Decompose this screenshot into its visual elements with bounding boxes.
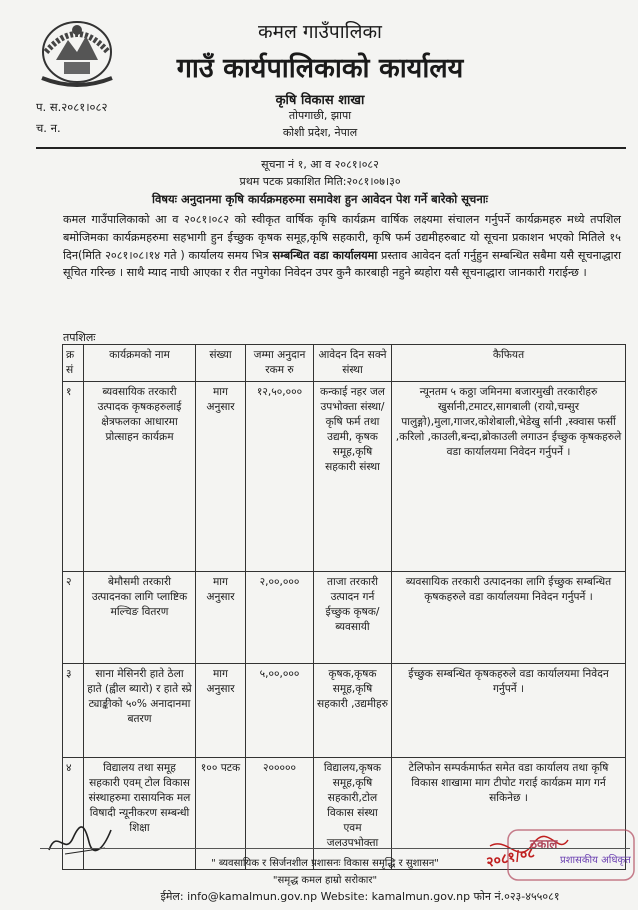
body-text-bold: सम्बन्धित वडा कार्यालयमा bbox=[272, 248, 378, 262]
province-line: कोशी प्रदेश, नेपाल bbox=[282, 126, 358, 139]
cell-qty: माग अनुसार bbox=[196, 382, 246, 572]
col-header-amount: जम्मा अनुदान रकम रु bbox=[246, 345, 314, 382]
nepal-government-emblem-icon bbox=[34, 12, 120, 88]
cell-qty: माग अनुसार bbox=[196, 664, 246, 758]
notice-body bbox=[63, 211, 621, 282]
col-header-remarks: कैफियत bbox=[392, 345, 626, 382]
col-header-name: कार्यक्रमको नाम bbox=[84, 345, 196, 382]
cell-eligible: कृषक,कृषक समूह,कृषि सहकारी ,उद्यमीहरु bbox=[314, 664, 392, 758]
address-line: तोपगाछी, झापा bbox=[288, 109, 352, 122]
col-header-eligible: आवेदन दिन सक्ने संस्था bbox=[314, 345, 392, 382]
stamp-title: प्रशासकीय अधिकृत bbox=[560, 855, 631, 866]
org-name: कमल गाउँपालिका bbox=[258, 21, 382, 43]
footer-divider bbox=[40, 848, 630, 849]
cell-qty: १०० पटक bbox=[196, 758, 246, 870]
col-header-sn: क्र सं bbox=[63, 345, 84, 382]
cell-sn: २ bbox=[63, 572, 84, 664]
notice-subject: विषयः अनुदानमा कृषि कार्यक्रमहरुमा समावेश हुन आवेदन पेश गर्ने बारेको सूचनाः bbox=[151, 192, 489, 206]
cell-remarks: ब्यवसायिक तरकारी उत्पादनका लागि ईच्छुक सम्बन्धित कृषकहरुले वडा कार्यालयमा निवेदन गर्नुपर्ने । bbox=[392, 572, 626, 664]
cell-amount: १२,५०,००० bbox=[246, 382, 314, 572]
cell-name: ब्यवसायिक तरकारी उत्पादक कृषकहरुलाई क्षेत्रफलका आधारमा प्रोत्साहन कार्यक्रम bbox=[84, 382, 196, 572]
cell-eligible: ताजा तरकारी उत्पादन गर्न ईच्छुक कृषक/ब्यवसायी bbox=[314, 572, 392, 664]
office-title: गाउँ कार्यपालिकाको कार्यालय bbox=[176, 53, 464, 84]
cell-eligible: कन्काई नहर जल उपभोक्ता संस्था/कृषि फर्म तथा उद्यमी, कृषक समूह,कृषि सहकारी संस्था bbox=[314, 382, 392, 572]
header-divider bbox=[36, 147, 626, 149]
cell-amount: ५,००,००० bbox=[246, 664, 314, 758]
details-label: तपशिलः bbox=[63, 331, 96, 344]
footer-slogan: " ब्यवसायिक र सिर्जनशील प्रशासनः विकास समृद्धि र सुशासन" bbox=[211, 858, 439, 869]
notice-number: सूचना नं १, आ व २०८१।०८२ bbox=[261, 158, 379, 171]
signature-icon bbox=[45, 820, 115, 860]
body-text-1: कमल गाउँपालिकाको आ व २०८१।०८२ को स्वीकृत वार्षिक कृषि कार्यक्रम वार्षिक लक्ष्यमा संचालन गर्नुपर्ने कार्यक्रमहरु मध्ये तपशिल बमोजिमका कार्यक्रमहरुमा सहभागी हुन ईच्छुक कृषक समूह,कृषि सहकारी, कृषि फर्म उद्यमीहरुबाट यो सूचना प्रकाशन भएको मितिले १५ दिन(मिति २०८१।०८।१४ गते ) कार्यालय समय भित्र bbox=[63, 213, 621, 262]
cell-name: साना मेसिनरी हाते ठेला हाते (ह्वील ब्यारो) र हाते स्प्रे ट्याङ्कीको ५०% अनादानमा बतरण bbox=[84, 664, 196, 758]
stamp-handwritten-number: २०८१/०८ bbox=[484, 845, 537, 871]
col-header-qty: संख्या bbox=[196, 345, 246, 382]
cell-name: बेमौसमी तरकारी उत्पादनका लागि प्लाष्टिक मल्चिङ वितरण bbox=[84, 572, 196, 664]
publish-date: प्रथम पटक प्रकाशित मिति:२०८१।०७।३० bbox=[239, 175, 401, 188]
program-table bbox=[62, 344, 626, 870]
footer-contact: ईमेल: info@kamalmun.gov.np Website: kamalmun.gov.np फोन नं.०२३-४५५०८१ bbox=[160, 890, 560, 903]
body-text-2: प्रस्ताव आवेदन दर्ता गर्नुहुन सम्बन्धित सबैमा यसै सूचनाद्धारा सूचित गरिन्छ । साथै म्याद नाघी आएका र रीत नपुगेका निवेदन उपर कुनै कारबाही नहुने ब्यहोरा यसै सूचनाद्धारा जानकारी गराईन्छ । bbox=[63, 248, 621, 280]
table-row bbox=[63, 664, 626, 758]
footer-motto: "समृद्ध कमल हाम्रो सरोकार" bbox=[272, 875, 378, 886]
cell-sn: ४ bbox=[63, 758, 84, 870]
cell-qty: माग अनुसार bbox=[196, 572, 246, 664]
cell-amount: २,००,००० bbox=[246, 572, 314, 664]
cell-remarks: ईच्छुक सम्बन्धित कृषकहरुले वडा कार्यालयमा निवेदन गर्नुपर्ने । bbox=[392, 664, 626, 758]
cell-sn: ३ bbox=[63, 664, 84, 758]
cell-eligible: विद्यालय,कृषक समूह,कृषि सहकारी,टोल विकास संस्था एवम जलउपभोक्ता bbox=[314, 758, 392, 870]
letter-ref-number: प. स.२०८१।०८२ bbox=[36, 100, 108, 114]
cell-name: विद्यालय तथा समूह सहकारी एवम् टोल विकास संस्थाहरुमा रासायनिक मल विषादी न्यूनीकरण सम्बन्धी शिक्षा bbox=[84, 758, 196, 870]
cell-sn: १ bbox=[63, 382, 84, 572]
cell-remarks: न्यूनतम ५ कठ्ठा जमिनमा बजारमुखी तरकारीहरु खुर्सानी,टमाटर,सागबाली (रायो,चम्सुर पालुङ्गो),मुला,गाजर,कोशेबाली,भेडेखु र्सानी ,स्क्वास फर्सी ,करिलो ,काउली,बन्दा,ब्रोकाउली लगाउन ईच्छुक कृषकहरुले वडा कार्यालयमा निवेदन गर्नुपर्ने । bbox=[392, 382, 626, 572]
cell-remarks: टेलिफोन सम्पर्कमार्फत समेत वडा कार्यालय तथा कृषि विकास शाखामा माग टीपोट गराई कार्यक्रम माग गर्न सकिनेछ । bbox=[392, 758, 626, 870]
dispatch-number: च. न. bbox=[36, 121, 61, 135]
cell-amount: २००००० bbox=[246, 758, 314, 870]
table-header-row bbox=[63, 345, 626, 382]
table-row bbox=[63, 382, 626, 572]
table-row bbox=[63, 572, 626, 664]
stamp-name: ठकाल bbox=[530, 837, 558, 851]
branch-name: कृषि विकास शाखा bbox=[275, 93, 365, 108]
